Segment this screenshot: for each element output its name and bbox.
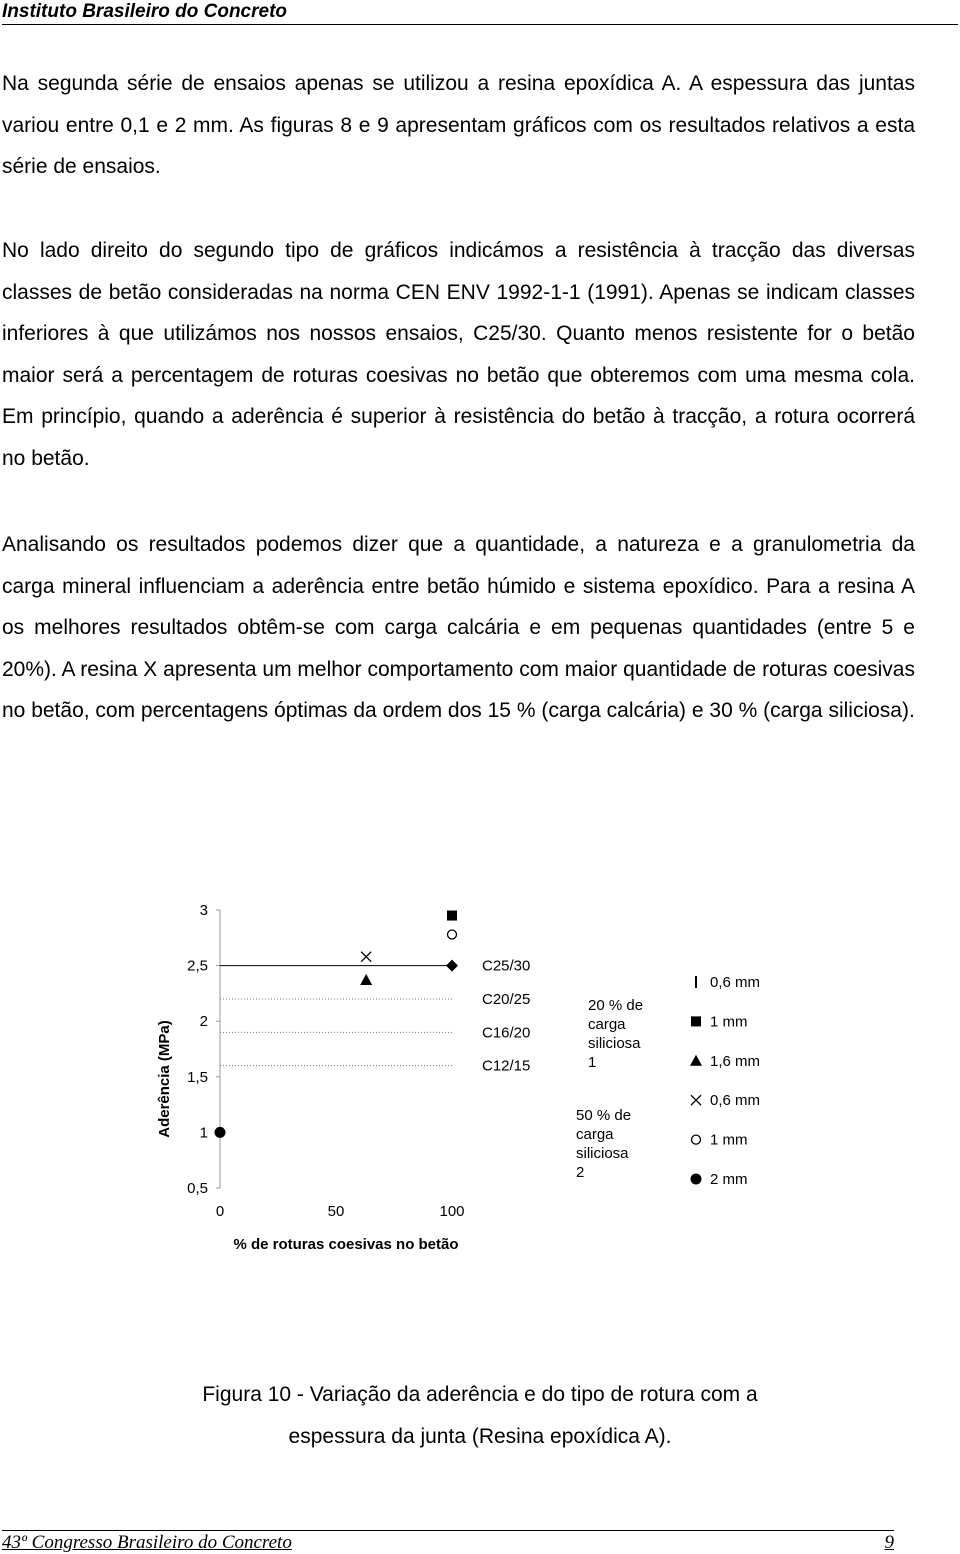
group-label-siliciosa-2-line: carga xyxy=(576,1126,614,1143)
page-footer xyxy=(2,1530,894,1553)
data-point xyxy=(360,974,372,985)
legend-label: 0,6 mm xyxy=(710,1092,761,1110)
group-label-siliciosa-2-line: 50 % de xyxy=(576,1107,632,1124)
legend-label: 0,6 mm xyxy=(710,974,761,991)
group-label-siliciosa-2 xyxy=(576,1107,631,1181)
y-tick-label: 0,5 xyxy=(187,1180,208,1197)
chart-svg xyxy=(140,890,820,1270)
legend-label: 1 mm xyxy=(710,1131,748,1149)
y-tick-label: 1,5 xyxy=(187,1068,208,1086)
paragraph-3: Analisando os resultados podemos dizer que a quantidade, a natureza e a granulometria da carga mineral influenciam a aderência entre betão húmido e sistema epoxídico. Para a resina A os melhores resultados obtêm-se com carga calcária e em pequenas quantidades (entre 5 e 20%). A resina X apresenta um melhor comportamento com maior quantidade de roturas coesivas no betão, com percentagens óptimas da ordem dos 15 % (carga calcária) e 30 % (carga siliciosa). xyxy=(2,533,915,722)
data-point xyxy=(446,960,458,972)
reference-line-label: C20/25 xyxy=(482,990,531,1008)
header-title: Instituto Brasileiro do Concreto xyxy=(2,1,288,22)
legend-label: 1,6 mm xyxy=(710,1052,761,1070)
group-label-siliciosa-1-line: carga xyxy=(588,1016,626,1033)
group-label-siliciosa-2-line: 2 xyxy=(576,1164,585,1181)
group-label-siliciosa-1-line: siliciosa xyxy=(588,1035,641,1052)
legend-marker xyxy=(691,1174,702,1185)
figure-caption xyxy=(0,1374,960,1458)
footer-page-number: 9 xyxy=(884,1532,894,1553)
x-axis-title: % de roturas coesivas no betão xyxy=(233,1236,459,1253)
legend-label: 1 mm xyxy=(710,1013,748,1031)
figure-10-chart xyxy=(140,890,820,1270)
legend-marker xyxy=(691,1016,701,1026)
data-point xyxy=(447,911,457,921)
y-tick-label: 2,5 xyxy=(187,957,208,975)
page-header xyxy=(2,0,958,25)
reference-line-label: C25/30 xyxy=(482,957,531,975)
x-tick-label: 100 xyxy=(439,1203,465,1220)
reference-line-label: C12/15 xyxy=(482,1057,531,1075)
group-label-siliciosa-1-line: 1 xyxy=(588,1054,597,1071)
footer-conference: 43º Congresso Brasileiro do Concreto xyxy=(2,1532,292,1553)
group-label-siliciosa-1-line: 20 % de xyxy=(588,997,644,1014)
legend-marker xyxy=(690,1055,702,1066)
paragraph-2: No lado direito do segundo tipo de gráficos indicámos a resistência à tracção das diversas classes de betão consideradas na norma CEN ENV 1992-1-1 (1991). Apenas se indicam classes inferiores à que utilizámos nos nossos ensaios, C25/30. Quanto menos resistente for o betão maior será a percentagem de roturas coesivas no betão que obteremos com uma mesma cola. Em princípio, quando a aderência é superior à resistência do betão à tracção, a rotura ocorrerá no betão. xyxy=(2,239,915,470)
y-axis-title: Aderência (MPa) xyxy=(156,1020,173,1138)
caption-line-2: espessura da junta (Resina epoxídica A). xyxy=(288,1425,672,1448)
group-label-siliciosa-2-line: siliciosa xyxy=(576,1145,629,1162)
legend-marker xyxy=(692,1135,701,1144)
x-tick-label: 0 xyxy=(215,1203,225,1220)
x-tick-label: 50 xyxy=(327,1203,345,1220)
data-point xyxy=(448,930,457,939)
y-tick-label: 1 xyxy=(199,1124,208,1142)
legend-label: 2 mm xyxy=(710,1171,748,1188)
legend-marker xyxy=(695,976,697,988)
y-tick-label: 3 xyxy=(199,902,208,919)
group-label-siliciosa-1 xyxy=(588,997,643,1071)
reference-line-label: C16/20 xyxy=(482,1024,531,1042)
data-point xyxy=(215,1127,226,1138)
y-tick-label: 2 xyxy=(199,1013,208,1031)
paragraph-1: Na segunda série de ensaios apenas se utilizou a resina epoxídica A. A espessura das juntas variou entre 0,1 e 2 mm. As figuras 8 e 9 apresentam gráficos com os resultados relativos a esta série de ensaios. xyxy=(2,72,915,178)
caption-line-1: Figura 10 - Variação da aderência e do tipo de rotura com a xyxy=(202,1383,758,1406)
